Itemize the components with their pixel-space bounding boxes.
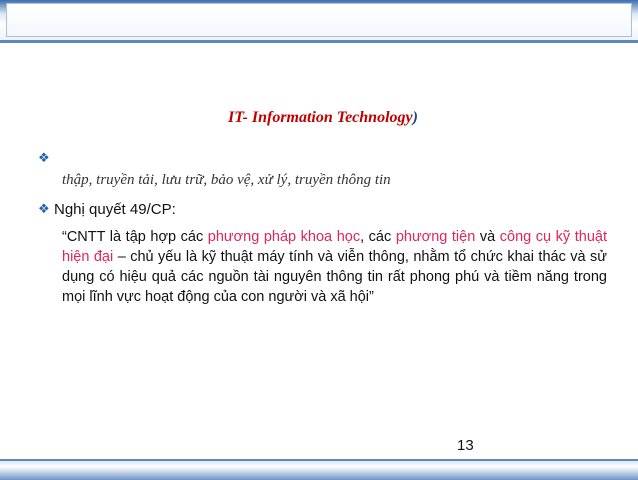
quote-highlight-2: phương tiện <box>395 229 476 245</box>
quote-part-1: “CNTT là tập hợp các <box>62 229 208 245</box>
top-banner-panel <box>6 3 632 37</box>
top-rule <box>0 40 638 43</box>
bullet-1-continuation: thập, truyền tải, lưu trữ, bảo vệ, xử lý, truyền thông tin <box>62 172 391 188</box>
heading-paren: ) <box>412 109 418 126</box>
heading-text: IT- Information Technology <box>228 109 413 126</box>
diamond-bullet-icon: ❖ <box>38 150 50 165</box>
bullet-2-label: Nghị quyết 49/CP: <box>54 201 176 218</box>
quote-part-2: , các <box>360 229 396 245</box>
diamond-bullet-icon: ❖ <box>38 201 50 216</box>
definition-quote <box>62 227 607 307</box>
quote-part-4: – chủ yếu là kỹ thuật máy tính và viễn thông, nhằm tổ chức khai thác và sử dụng có hiệu quả các nguồn tài nguyên thông tin rất phong phú và tiềm năng trong mọi lĩnh vực hoạt động của con người và xã hội” <box>62 249 608 305</box>
top-banner <box>0 0 638 40</box>
page-number: 13 <box>457 437 474 454</box>
quote-part-3: và <box>475 229 500 245</box>
quote-highlight-1: phương pháp khoa học <box>207 229 361 245</box>
quote-highlight-3: công cụ kỹ thuật hiện đại <box>62 229 608 265</box>
slide-heading <box>228 109 418 127</box>
bottom-banner <box>0 459 638 480</box>
